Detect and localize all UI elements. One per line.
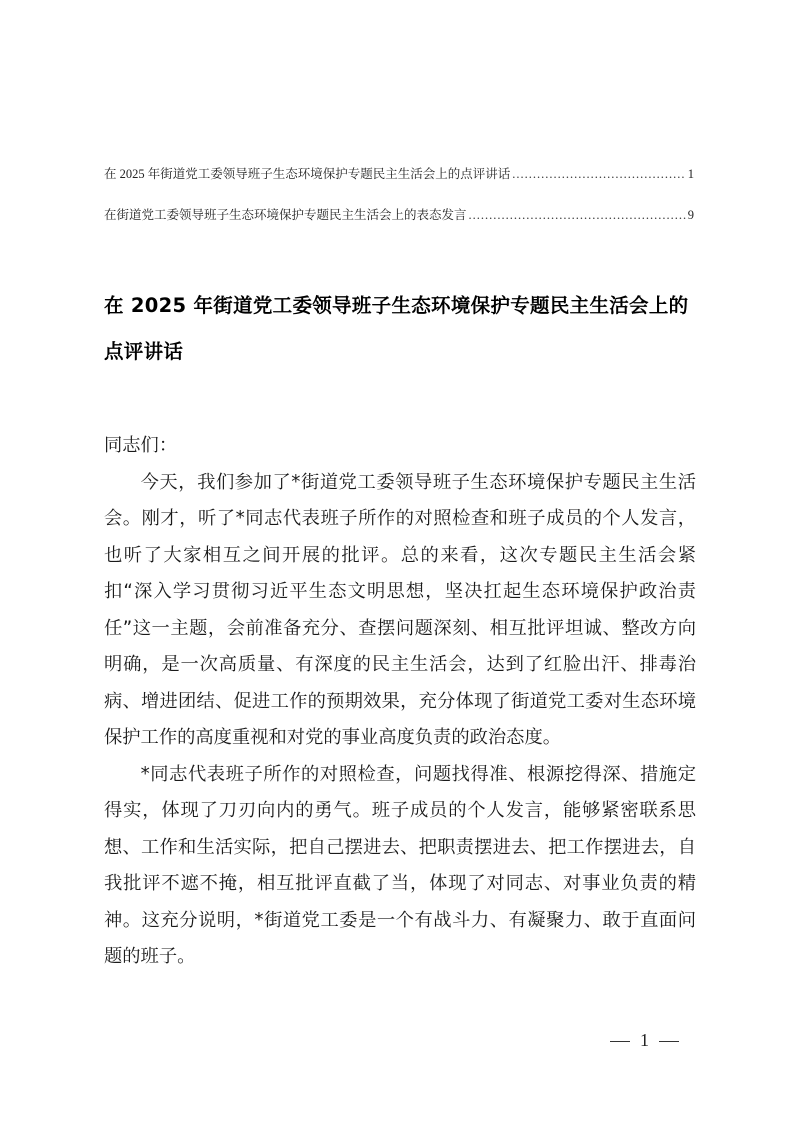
toc-entry-page[interactable]: 1	[687, 167, 694, 181]
footer-dash-right	[659, 1041, 679, 1042]
body-paragraph: *同志代表班子所作的对照检查，问题找得准、根源挖得深、措施定得实，体现了刀刃向内的勇气。班子成员的个人发言，能够紧密联系思想、工作和生活实际，把自己摆进去、把职责摆进去、把工作摆进去，自我批评不遮不掩，相互批评直截了当，体现了对同志、对事业负责的精神。这充分说明，*街道党工委是一个有战斗力、有凝聚力、敢于直面问题的班子。	[104, 763, 696, 967]
toc-entry-page[interactable]: 9	[687, 208, 694, 222]
toc-entry[interactable]	[104, 162, 694, 186]
table-of-contents	[104, 162, 694, 244]
toc-entry[interactable]	[104, 203, 694, 227]
page-number: 1	[640, 1030, 649, 1050]
page-footer	[600, 1030, 689, 1051]
body-paragraph: 今天，我们参加了*街道党工委领导班子生态环境保护专题民主生活会。刚才，听了*同志代表班子所作的对照检查和班子成员的个人发言，也听了大家相互之间开展的批评。总的来看，这次专题民主生活会紧扣“深入学习贯彻习近平生态文明思想，坚决扛起生态环境保护政治责任”这一主题，会前准备充分、查摆问题深刻、相互批评坦诚、整改方向明确，是一次高质量、有深度的民主生活会，达到了红脸出汗、排毒治病、增进团结、促进工作的预期效果，充分体现了街道党工委对生态环境保护工作的高度重视和对党的事业高度负责的政治态度。	[104, 471, 696, 748]
footer-dash-left	[610, 1041, 630, 1042]
toc-leader-dots	[469, 203, 686, 227]
toc-entry-title[interactable]: 在 2025 年街道党工委领导班子生态环境保护专题民主生活会上的点评讲话	[104, 167, 511, 181]
document-body	[104, 428, 696, 976]
document-title: 在 2025 年街道党工委领导班子生态环境保护专题民主生活会上的点评讲话	[104, 294, 689, 363]
salutation: 同志们：	[104, 435, 178, 456]
toc-leader-dots	[512, 162, 685, 186]
toc-entry-title[interactable]: 在街道党工委领导班子生态环境保护专题民主生活会上的表态发言	[104, 208, 467, 222]
